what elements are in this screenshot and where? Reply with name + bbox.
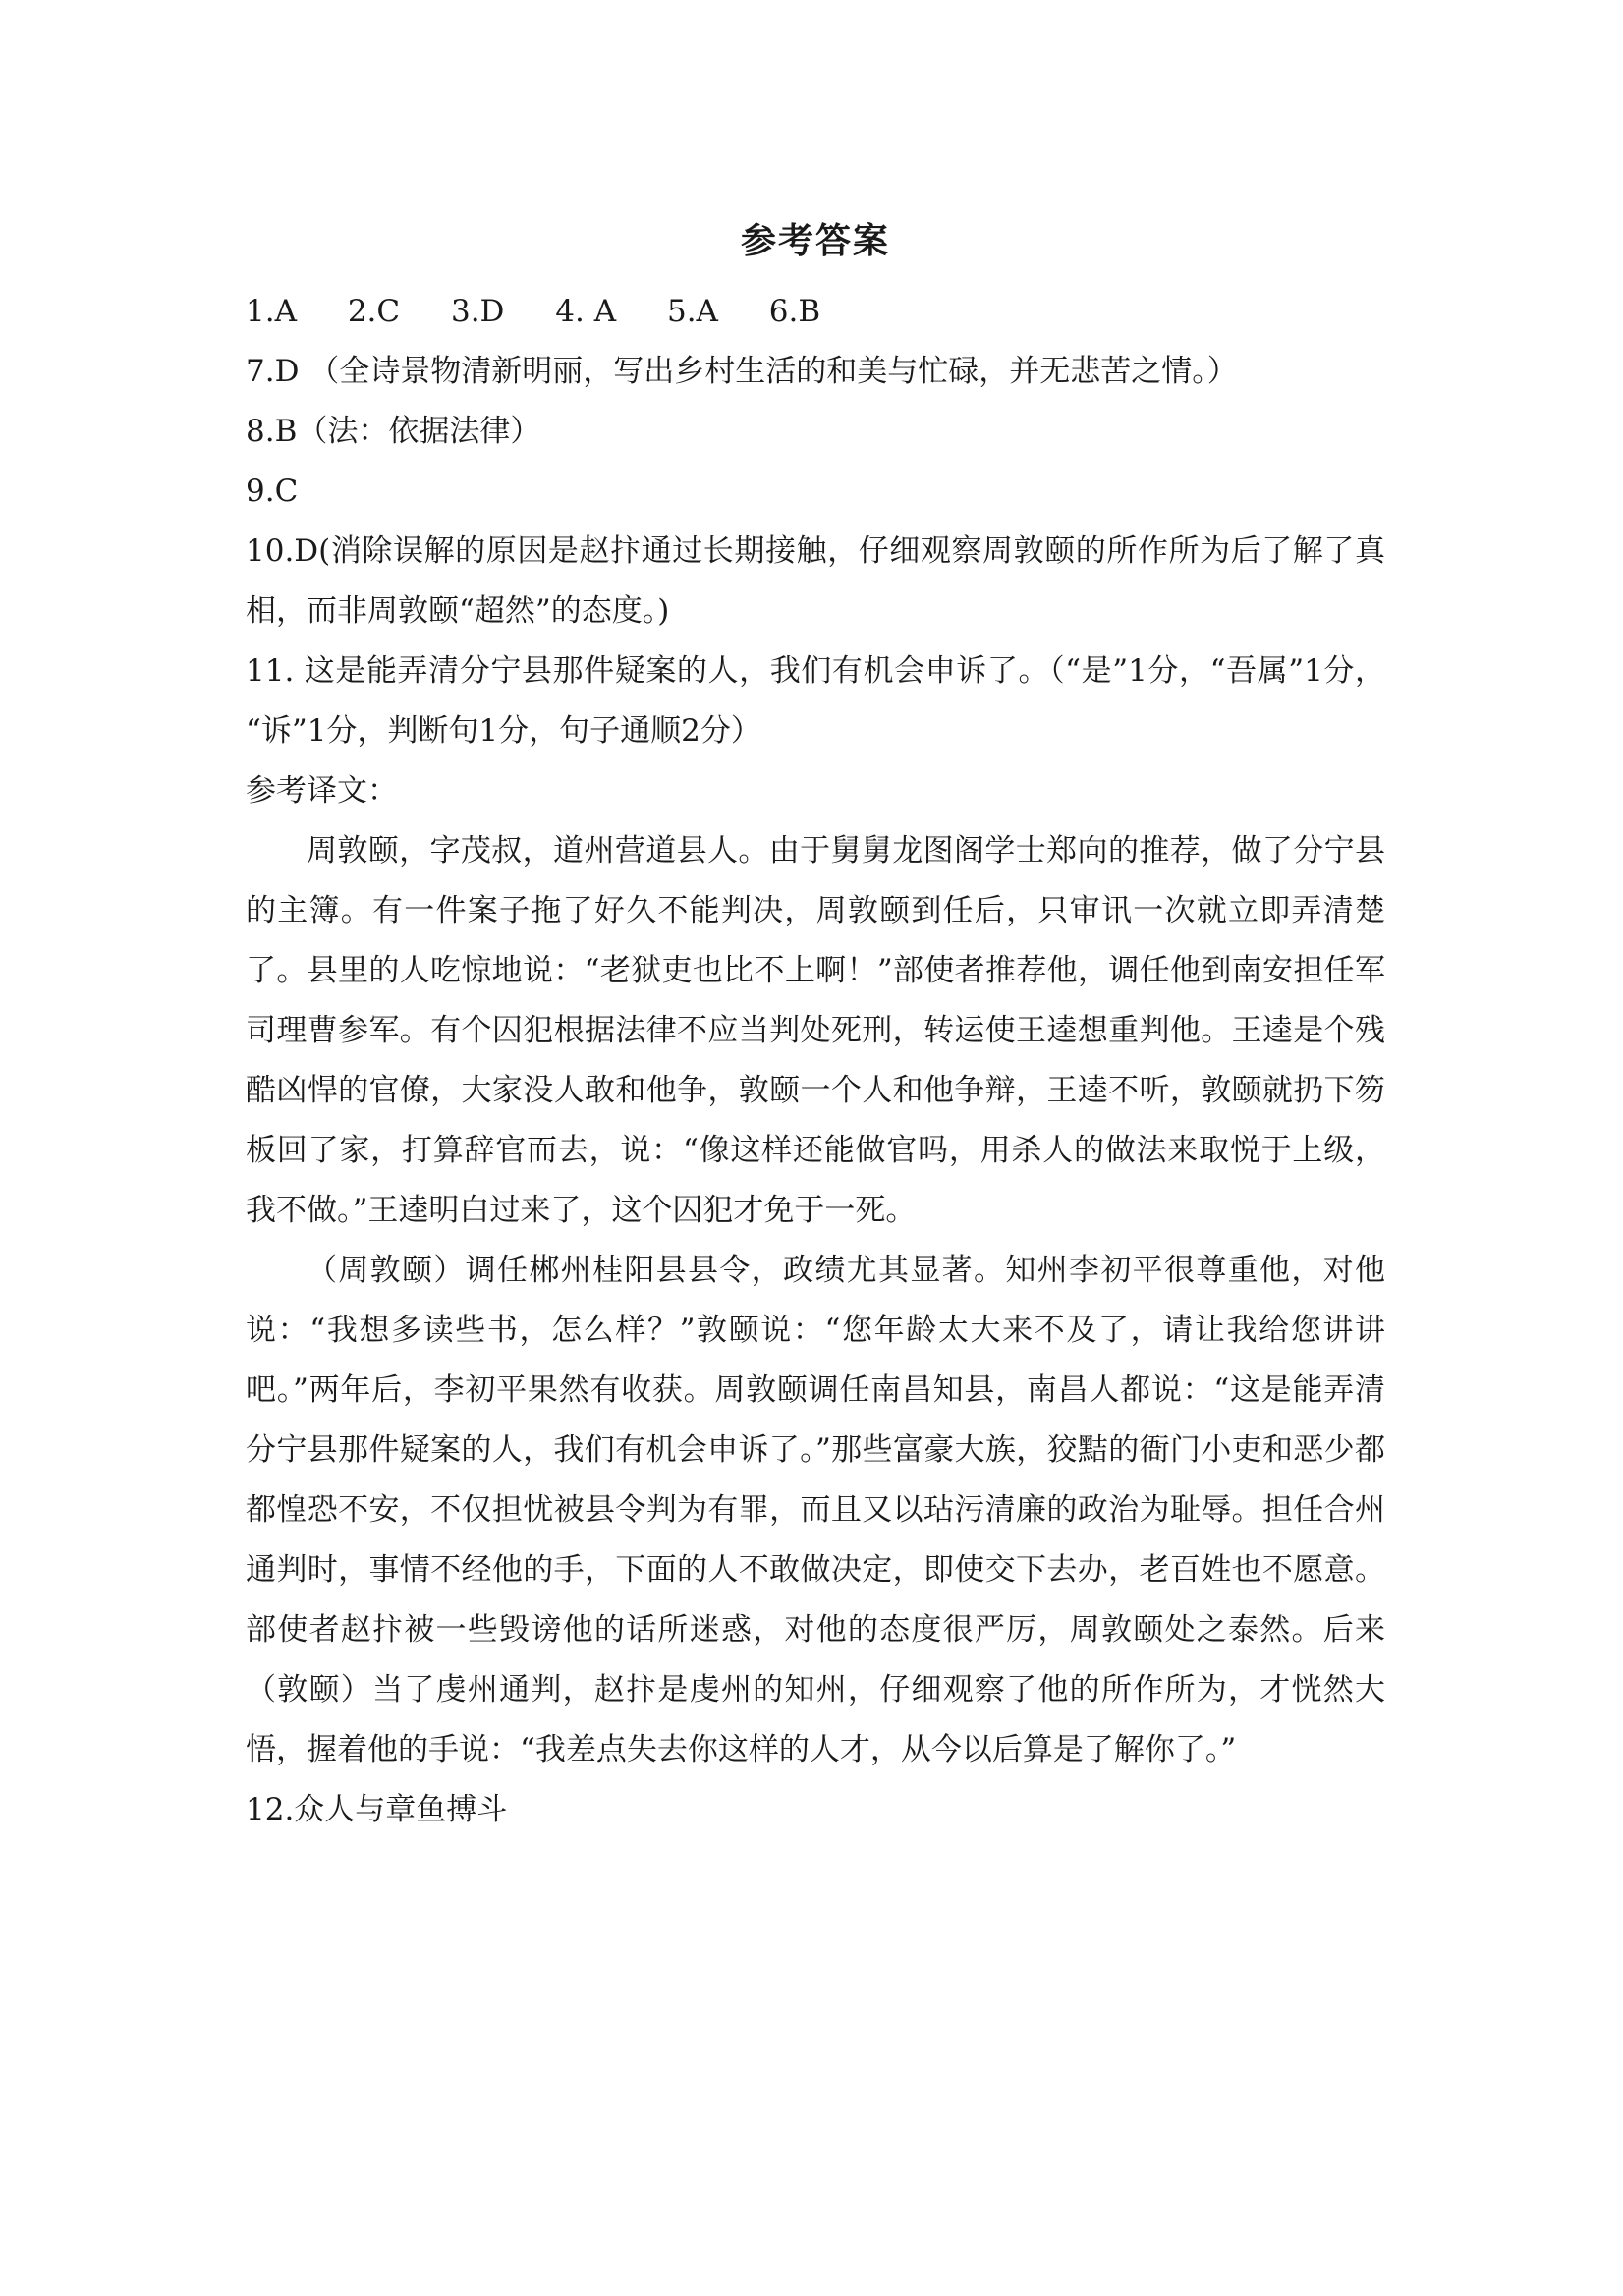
answer-1: 1.A	[246, 294, 297, 329]
answer-11: 11. 这是能弄清分宁县那件疑案的人，我们有机会申诉了。（“是”1分，“吾属”1分， “诉”1分，判断句1分，句子通顺2分）	[246, 653, 1385, 749]
answers-row-1-6	[246, 282, 1385, 342]
answer-6: 6.B	[768, 294, 821, 329]
answer-3: 3.D	[450, 294, 505, 329]
answer-sheet	[246, 211, 1385, 1840]
translation-paragraph-2: （周敦颐）调任郴州桂阳县县令，政绩尤其显著。知州李初平很尊重他，对他说：“我想多读些书，怎么样？”敦颐说：“您年龄太大来不及了，请让我给您讲讲吧。”两年后，李初平果然有收获。周敦颐调任南昌知县，南昌人都说：“这是能弄清分宁县那件疑案的人，我们有机会申诉了。”那些富豪大族，狡黠的衙门小吏和恶少都都惶恐不安，不仅担忧被县令判为有罪，而且又以玷污清廉的政治为耻辱。担任合州通判时，事情不经他的手，下面的人不敢做决定，即使交下去办，老百姓也不愿意。部使者赵抃被一些毁谤他的话所迷惑，对他的态度很严厉，周敦颐处之泰然。后来（敦颐）当了虔州通判，赵抃是虔州的知州，仔细观察了他的所作所为，才恍然大悟，握着他的手说：“我差点失去你这样的人才，从今以后算是了解你了。”	[246, 1253, 1385, 1767]
page-title: 参考答案	[740, 220, 890, 261]
translation-paragraph-1: 周敦颐，字茂叔，道州营道县人。由于舅舅龙图阁学士郑向的推荐，做了分宁县的主簿。有一件案子拖了好久不能判决，周敦颐到任后，只审讯一次就立即弄清楚了。县里的人吃惊地说：“老狱吏也比不上啊！”部使者推荐他，调任他到南安担任军司理曹参军。有个囚犯根据法律不应当判处死刑，转运使王逵想重判他。王逵是个残酷凶悍的官僚，大家没人敢和他争，敦颐一个人和他争辩，王逵不听，敦颐就扔下笏板回了家，打算辞官而去，说：“像这样还能做官吗，用杀人的做法来取悦于上级，我不做。”王逵明白过来了，这个囚犯才免于一死。	[246, 833, 1385, 1228]
answer-10: 10.D(消除误解的原因是赵抃通过长期接触，仔细观察周敦颐的所作所为后了解了真相，而非周敦颐“超然”的态度。)	[246, 533, 1385, 629]
answer-4: 4. A	[555, 294, 617, 329]
answer-12: 12.众人与章鱼搏斗	[246, 1792, 508, 1827]
answer-9: 9.C	[246, 474, 299, 509]
answer-7: 7.D （全诗景物清新明丽，写出乡村生活的和美与忙碌，并无悲苦之情。）	[246, 354, 1238, 389]
answer-5: 5.A	[666, 294, 718, 329]
answer-2: 2.C	[347, 294, 401, 329]
answer-8: 8.B（法：依据法律）	[246, 414, 541, 449]
translation-label: 参考译文：	[246, 773, 398, 809]
